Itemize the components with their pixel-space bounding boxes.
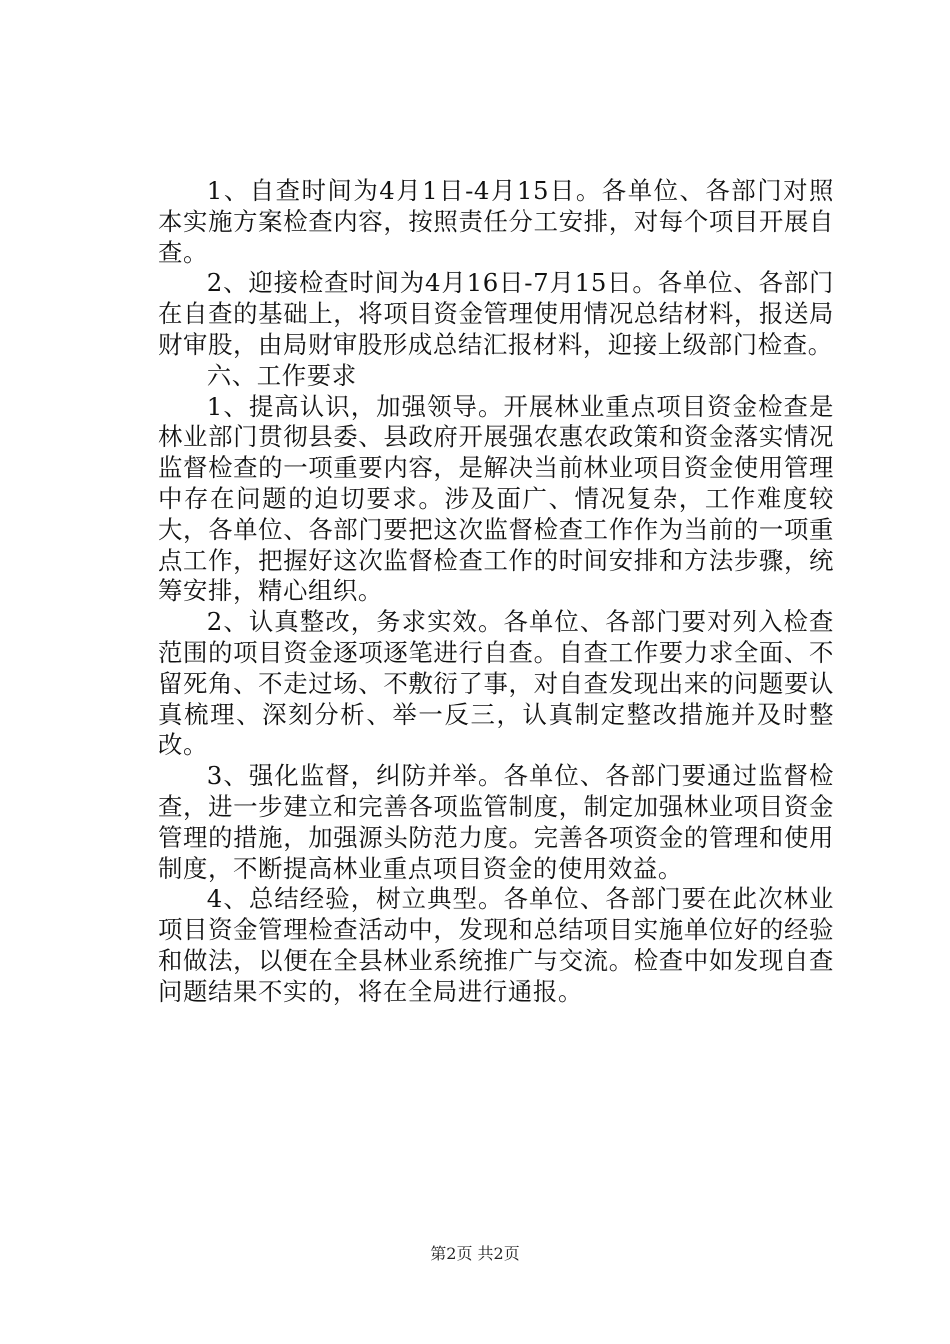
paragraph-requirement-3: 3、强化监督，纠防并举。各单位、各部门要通过监督检查，进一步建立和完善各项监管制度，制定加强林业项目资金管理的措施，加强源头防范力度。完善各项资金的管理和使用制度，不断提高林业重点项目资金的使用效益。 [158,761,834,883]
page-number: 第2页 共2页 [430,1244,520,1263]
paragraph-requirement-1: 1、提高认识，加强领导。开展林业重点项目资金检查是林业部门贯彻县委、县政府开展强农惠农政策和资金落实情况监督检查的一项重要内容，是解决当前林业项目资金使用管理中存在问题的迫切要求。涉及面广、情况复杂，工作难度较大，各单位、各部门要把这次监督检查工作作为当前的一项重点工作，把握好这次监督检查工作的时间安排和方法步骤，统筹安排，精心组织。 [158,391,834,606]
section-heading-work-requirements: 六、工作要求 [206,360,357,390]
paragraph-self-check-time: 1、自查时间为4月1日-4月15日。各单位、各部门对照本实施方案检查内容，按照责任分工安排，对每个项目开展自查。 [158,176,834,267]
paragraph-requirement-4: 4、总结经验，树立典型。各单位、各部门要在此次林业项目资金管理检查活动中，发现和总结项目实施单位好的经验和做法，以便在全县林业系统推广与交流。检查中如发现自查问题结果不实的，将在全局进行通报。 [158,884,834,1006]
document-body [158,176,834,1008]
paragraph-requirement-2: 2、认真整改，务求实效。各单位、各部门要对列入检查范围的项目资金逐项逐笔进行自查。自查工作要力求全面、不留死角、不走过场、不敷衍了事，对自查发现出来的问题要认真梳理、深刻分析、举一反三，认真制定整改措施并及时整改。 [158,607,834,760]
page-footer [0,1244,950,1264]
paragraph-inspection-time: 2、迎接检查时间为4月16日-7月15日。各单位、各部门在自查的基础上，将项目资金管理使用情况总结材料，报送局财审股，由局财审股形成总结汇报材料，迎接上级部门检查。 [158,268,834,359]
